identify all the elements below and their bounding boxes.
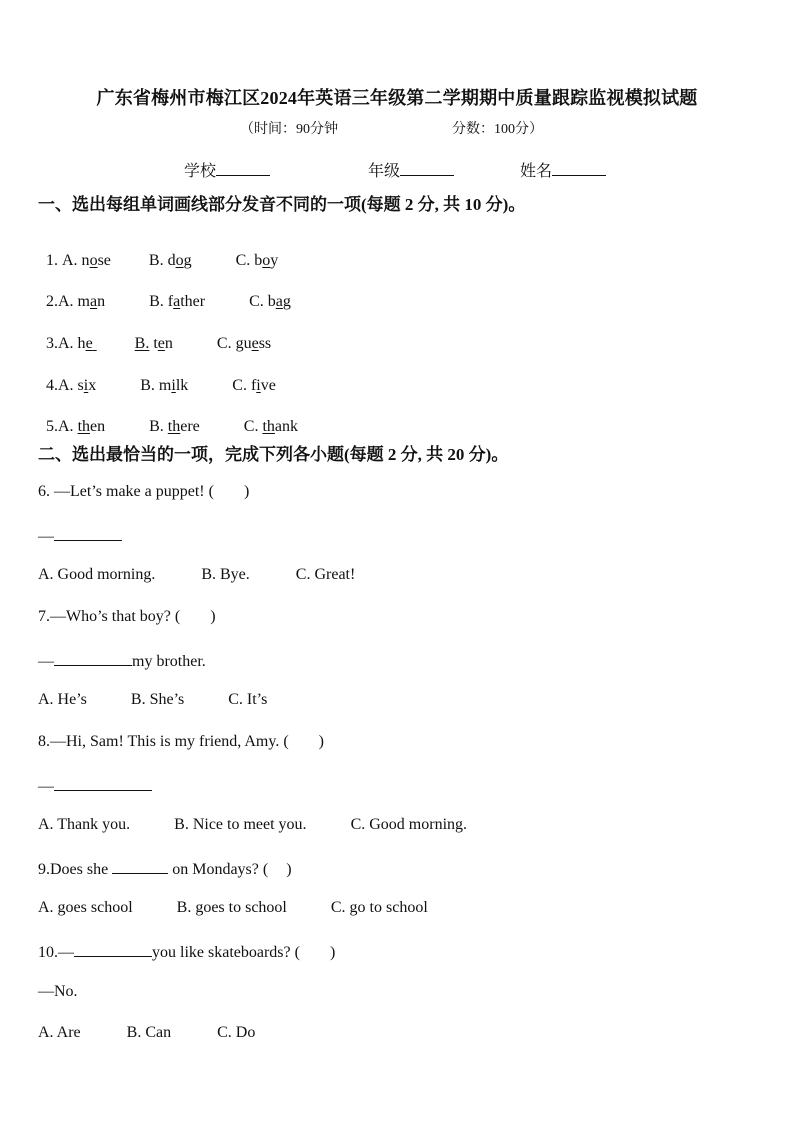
- section-2-heading: 二、选出最恰当的一项，完成下列各小题(每题 2 分, 共 20 分)。: [38, 445, 509, 464]
- grade-label: 年级: [368, 163, 401, 180]
- option-c[interactable]: C. Good morning.: [350, 816, 468, 833]
- option-b[interactable]: B. milk: [140, 377, 189, 394]
- exam-score: 分数：100分）: [452, 122, 543, 137]
- question-8-options: [38, 816, 467, 834]
- question-6-options: [38, 566, 355, 584]
- answer-blank[interactable]: [54, 775, 152, 791]
- name-blank[interactable]: [552, 160, 606, 176]
- option-b[interactable]: B. Bye.: [201, 566, 250, 583]
- question-number: 2.: [46, 293, 58, 310]
- answer-blank[interactable]: [112, 858, 168, 874]
- question-8-reply: —: [38, 775, 152, 796]
- question-10-reply: —No.: [38, 983, 78, 1000]
- exam-title: 广东省梅州市梅江区2024年英语三年级第二学期期中质量跟踪监视模拟试题: [96, 88, 698, 108]
- option-c[interactable]: C. Do: [217, 1024, 256, 1041]
- answer-blank[interactable]: [54, 525, 122, 541]
- question-number: 1.: [46, 252, 62, 269]
- option-a[interactable]: A. He’s: [38, 691, 87, 708]
- option-b[interactable]: B. Can: [126, 1024, 172, 1041]
- section-1-heading: 一、选出每组单词画线部分发音不同的一项(每题 2 分, 共 10 分)。: [38, 195, 526, 214]
- option-a[interactable]: A. Are: [38, 1024, 81, 1041]
- option-c[interactable]: C. go to school: [330, 899, 428, 916]
- option-c[interactable]: C. It’s: [228, 691, 268, 708]
- question-6-stem: 6. —Let’s make a puppet! ( ): [38, 483, 250, 500]
- question-9-options: [38, 899, 428, 917]
- name-label: 姓名: [520, 163, 553, 180]
- question-2: [38, 275, 291, 311]
- option-b[interactable]: B. Nice to meet you.: [174, 816, 307, 833]
- option-a[interactable]: A. Good morning.: [38, 566, 156, 583]
- question-10-stem: 10.— you like skateboards? ( ): [38, 941, 335, 962]
- option-a[interactable]: A. six: [58, 377, 97, 394]
- school-field: [184, 158, 270, 181]
- question-7-options: [38, 691, 267, 709]
- answer-blank[interactable]: [54, 650, 132, 666]
- option-a[interactable]: A. then: [58, 418, 106, 435]
- option-c[interactable]: C. boy: [235, 252, 279, 269]
- option-c[interactable]: C. guess: [216, 335, 272, 352]
- grade-field: [368, 158, 454, 181]
- option-a[interactable]: A. man: [58, 293, 106, 310]
- answer-blank[interactable]: [74, 941, 152, 957]
- option-c[interactable]: C. five: [232, 377, 276, 394]
- option-c[interactable]: C. bag: [249, 293, 291, 310]
- question-6-reply: —: [38, 525, 122, 546]
- school-label: 学校: [184, 163, 217, 180]
- school-blank[interactable]: [216, 160, 270, 176]
- option-b[interactable]: B. there: [149, 418, 200, 435]
- question-5: [38, 400, 298, 436]
- option-a[interactable]: A. goes school: [38, 899, 133, 916]
- question-number: 3.: [46, 335, 58, 352]
- question-7-stem: 7.—Who’s that boy? ( ): [38, 608, 216, 625]
- question-9-stem: 9.Does she on Mondays? ( ): [38, 858, 292, 879]
- option-b[interactable]: B. dog: [148, 252, 192, 269]
- question-4: [38, 359, 276, 395]
- name-field: [520, 158, 606, 181]
- option-b[interactable]: B. father: [149, 293, 206, 310]
- question-10-options: [38, 1024, 255, 1042]
- option-c[interactable]: C. Great!: [295, 566, 356, 583]
- grade-blank[interactable]: [400, 160, 454, 176]
- option-b[interactable]: B. She’s: [130, 691, 185, 708]
- option-b[interactable]: B. ten: [134, 335, 173, 352]
- question-number: 5.: [46, 418, 58, 435]
- option-a[interactable]: A. Thank you.: [38, 816, 131, 833]
- question-3: [38, 317, 271, 353]
- option-a[interactable]: A. nose: [62, 252, 111, 269]
- question-1: [38, 234, 278, 270]
- question-7-reply: — my brother.: [38, 650, 206, 671]
- question-8-stem: 8.—Hi, Sam! This is my friend, Amy. ( ): [38, 733, 324, 750]
- question-number: 4.: [46, 377, 58, 394]
- exam-time: （时间：90分钟: [240, 122, 338, 137]
- option-b[interactable]: B. goes to school: [176, 899, 287, 916]
- option-c[interactable]: C. thank: [243, 418, 299, 435]
- option-a[interactable]: A. he: [58, 335, 93, 352]
